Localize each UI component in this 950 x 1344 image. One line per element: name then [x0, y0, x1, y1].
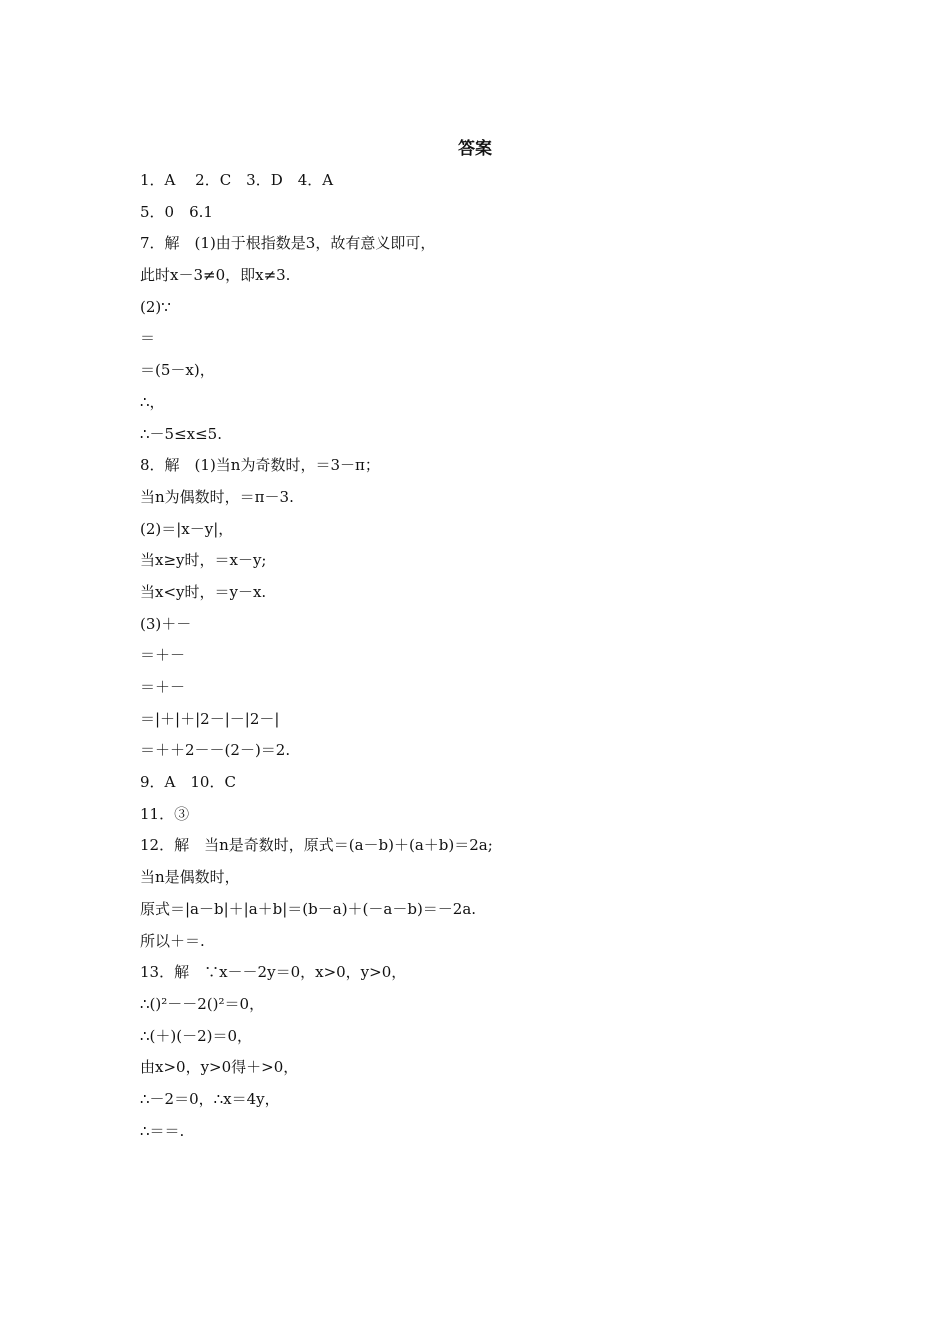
answer-line: 当n是偶数时， — [140, 868, 240, 887]
answer-line: ＝＋＋2－－(2－)＝2. — [140, 741, 291, 760]
answer-line: 11．③ — [140, 804, 190, 823]
answer-line: 所以＋＝. — [140, 931, 205, 950]
answer-line: 原式＝|a－b|＋|a＋b|＝(b－a)＋(－a－b)＝－2a. — [140, 899, 477, 918]
answer-lines — [140, 168, 840, 1150]
answer-line: ＝|＋|＋|2－|－|2－| — [140, 709, 280, 728]
answer-line: ＝＋－ — [140, 646, 186, 665]
answer-line: ∴(＋)(－2)＝0， — [140, 1026, 253, 1045]
page-title: 答案 — [458, 139, 492, 159]
answer-line: ∴－2＝0，∴x＝4y， — [140, 1089, 280, 1108]
answer-line: ∴＝＝. — [140, 1121, 185, 1140]
answer-line: 9．A 10．C — [140, 773, 236, 792]
answer-line: 8．解 (1)当n为奇数时，＝3－π； — [140, 456, 380, 475]
answer-line: 当n为偶数时，＝π－3. — [140, 487, 294, 506]
answer-line: (2)＝|x－y|， — [140, 519, 234, 538]
answer-line: 当x<y时，＝y－x. — [140, 582, 267, 601]
answer-line: 此时x－3≠0，即x≠3. — [140, 266, 291, 285]
answer-line: (2)∵ — [140, 297, 171, 316]
answer-line: 5．0 6.1 — [140, 202, 213, 221]
answer-line: 7．解 (1)由于根指数是3，故有意义即可， — [140, 234, 436, 253]
answer-line: 12．解 当n是奇数时，原式＝(a－b)＋(a＋b)＝2a; — [140, 836, 493, 855]
answer-line: 13．解 ∵x－－2y＝0，x>0，y>0， — [140, 963, 407, 982]
answer-line: 1．A 2．C 3．D 4．A — [140, 171, 334, 189]
answer-line: ∴()²－－2()²＝0， — [140, 994, 265, 1013]
answer-line: 由x>0，y>0得＋>0， — [140, 1058, 299, 1077]
answer-line: ＝(5－x)， — [140, 361, 215, 380]
answer-line: ∴－5≤x≤5. — [140, 424, 222, 443]
answer-line: 当x≥y时，＝x－y; — [140, 551, 267, 570]
answer-line: ∴， — [140, 392, 165, 411]
answer-line: ＝ — [140, 329, 156, 348]
answer-line: (3)＋－ — [140, 614, 192, 633]
answer-line: ＝＋－ — [140, 678, 186, 696]
